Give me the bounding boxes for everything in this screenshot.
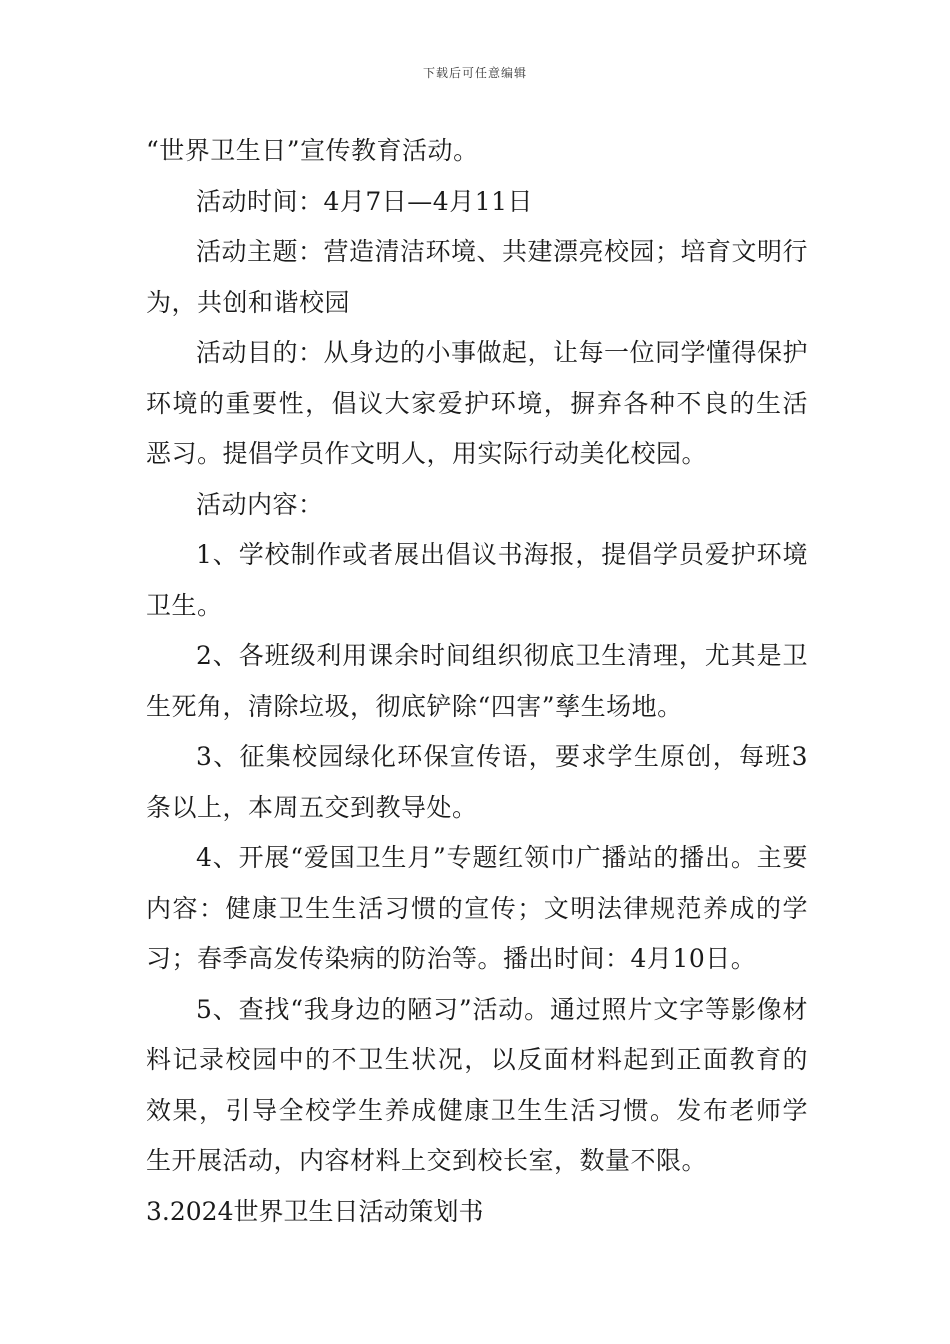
paragraph-activity-theme: 活动主题：营造清洁环境、共建漂亮校园；培育文明行为，共创和谐校园 bbox=[146, 237, 809, 317]
paragraph-activity-time: 活动时间：4月7日—4月11日 bbox=[196, 186, 534, 216]
paragraph-item-4: 4、开展“爱国卫生月”专题红领巾广播站的播出。主要内容：健康卫生生活习惯的宣传；文明法律规范养成的学习；春季高发传染病的防治等。播出时间：4月10日。 bbox=[146, 843, 808, 973]
section-heading: 3.2024世界卫生日活动策划书 bbox=[146, 1196, 484, 1226]
paragraph-intro: “世界卫生日”宣传教育活动。 bbox=[146, 136, 479, 165]
paragraph-item-5: 5、查找“我身边的陋习”活动。通过照片文字等影像材料记录校园中的不卫生状况，以反面材料起到正面教育的效果，引导全校学生养成健康卫生生活习惯。发布老师学生开展活动，内容材料上交到校长室，数量不限。 bbox=[146, 994, 808, 1175]
document-body bbox=[146, 126, 808, 1237]
paragraph-activity-purpose: 活动目的：从身边的小事做起，让每一位同学懂得保护环境的重要性，倡议大家爱护环境，摒弃各种不良的生活恶习。提倡学员作文明人，用实际行动美化校园。 bbox=[146, 338, 809, 468]
paragraph-item-3: 3、征集校园绿化环保宣传语，要求学生原创，每班3条以上，本周五交到教导处。 bbox=[146, 742, 808, 822]
paragraph-item-1: 1、学校制作或者展出倡议书海报，提倡学员爱护环境卫生。 bbox=[146, 540, 808, 620]
paragraph-item-2: 2、各班级利用课余时间组织彻底卫生清理，尤其是卫生死角，清除垃圾，彻底铲除“四害”孳生场地。 bbox=[146, 641, 808, 721]
paragraph-activity-content-label: 活动内容： bbox=[196, 489, 324, 519]
page-header-note: 下载后可任意编辑 bbox=[422, 66, 527, 80]
